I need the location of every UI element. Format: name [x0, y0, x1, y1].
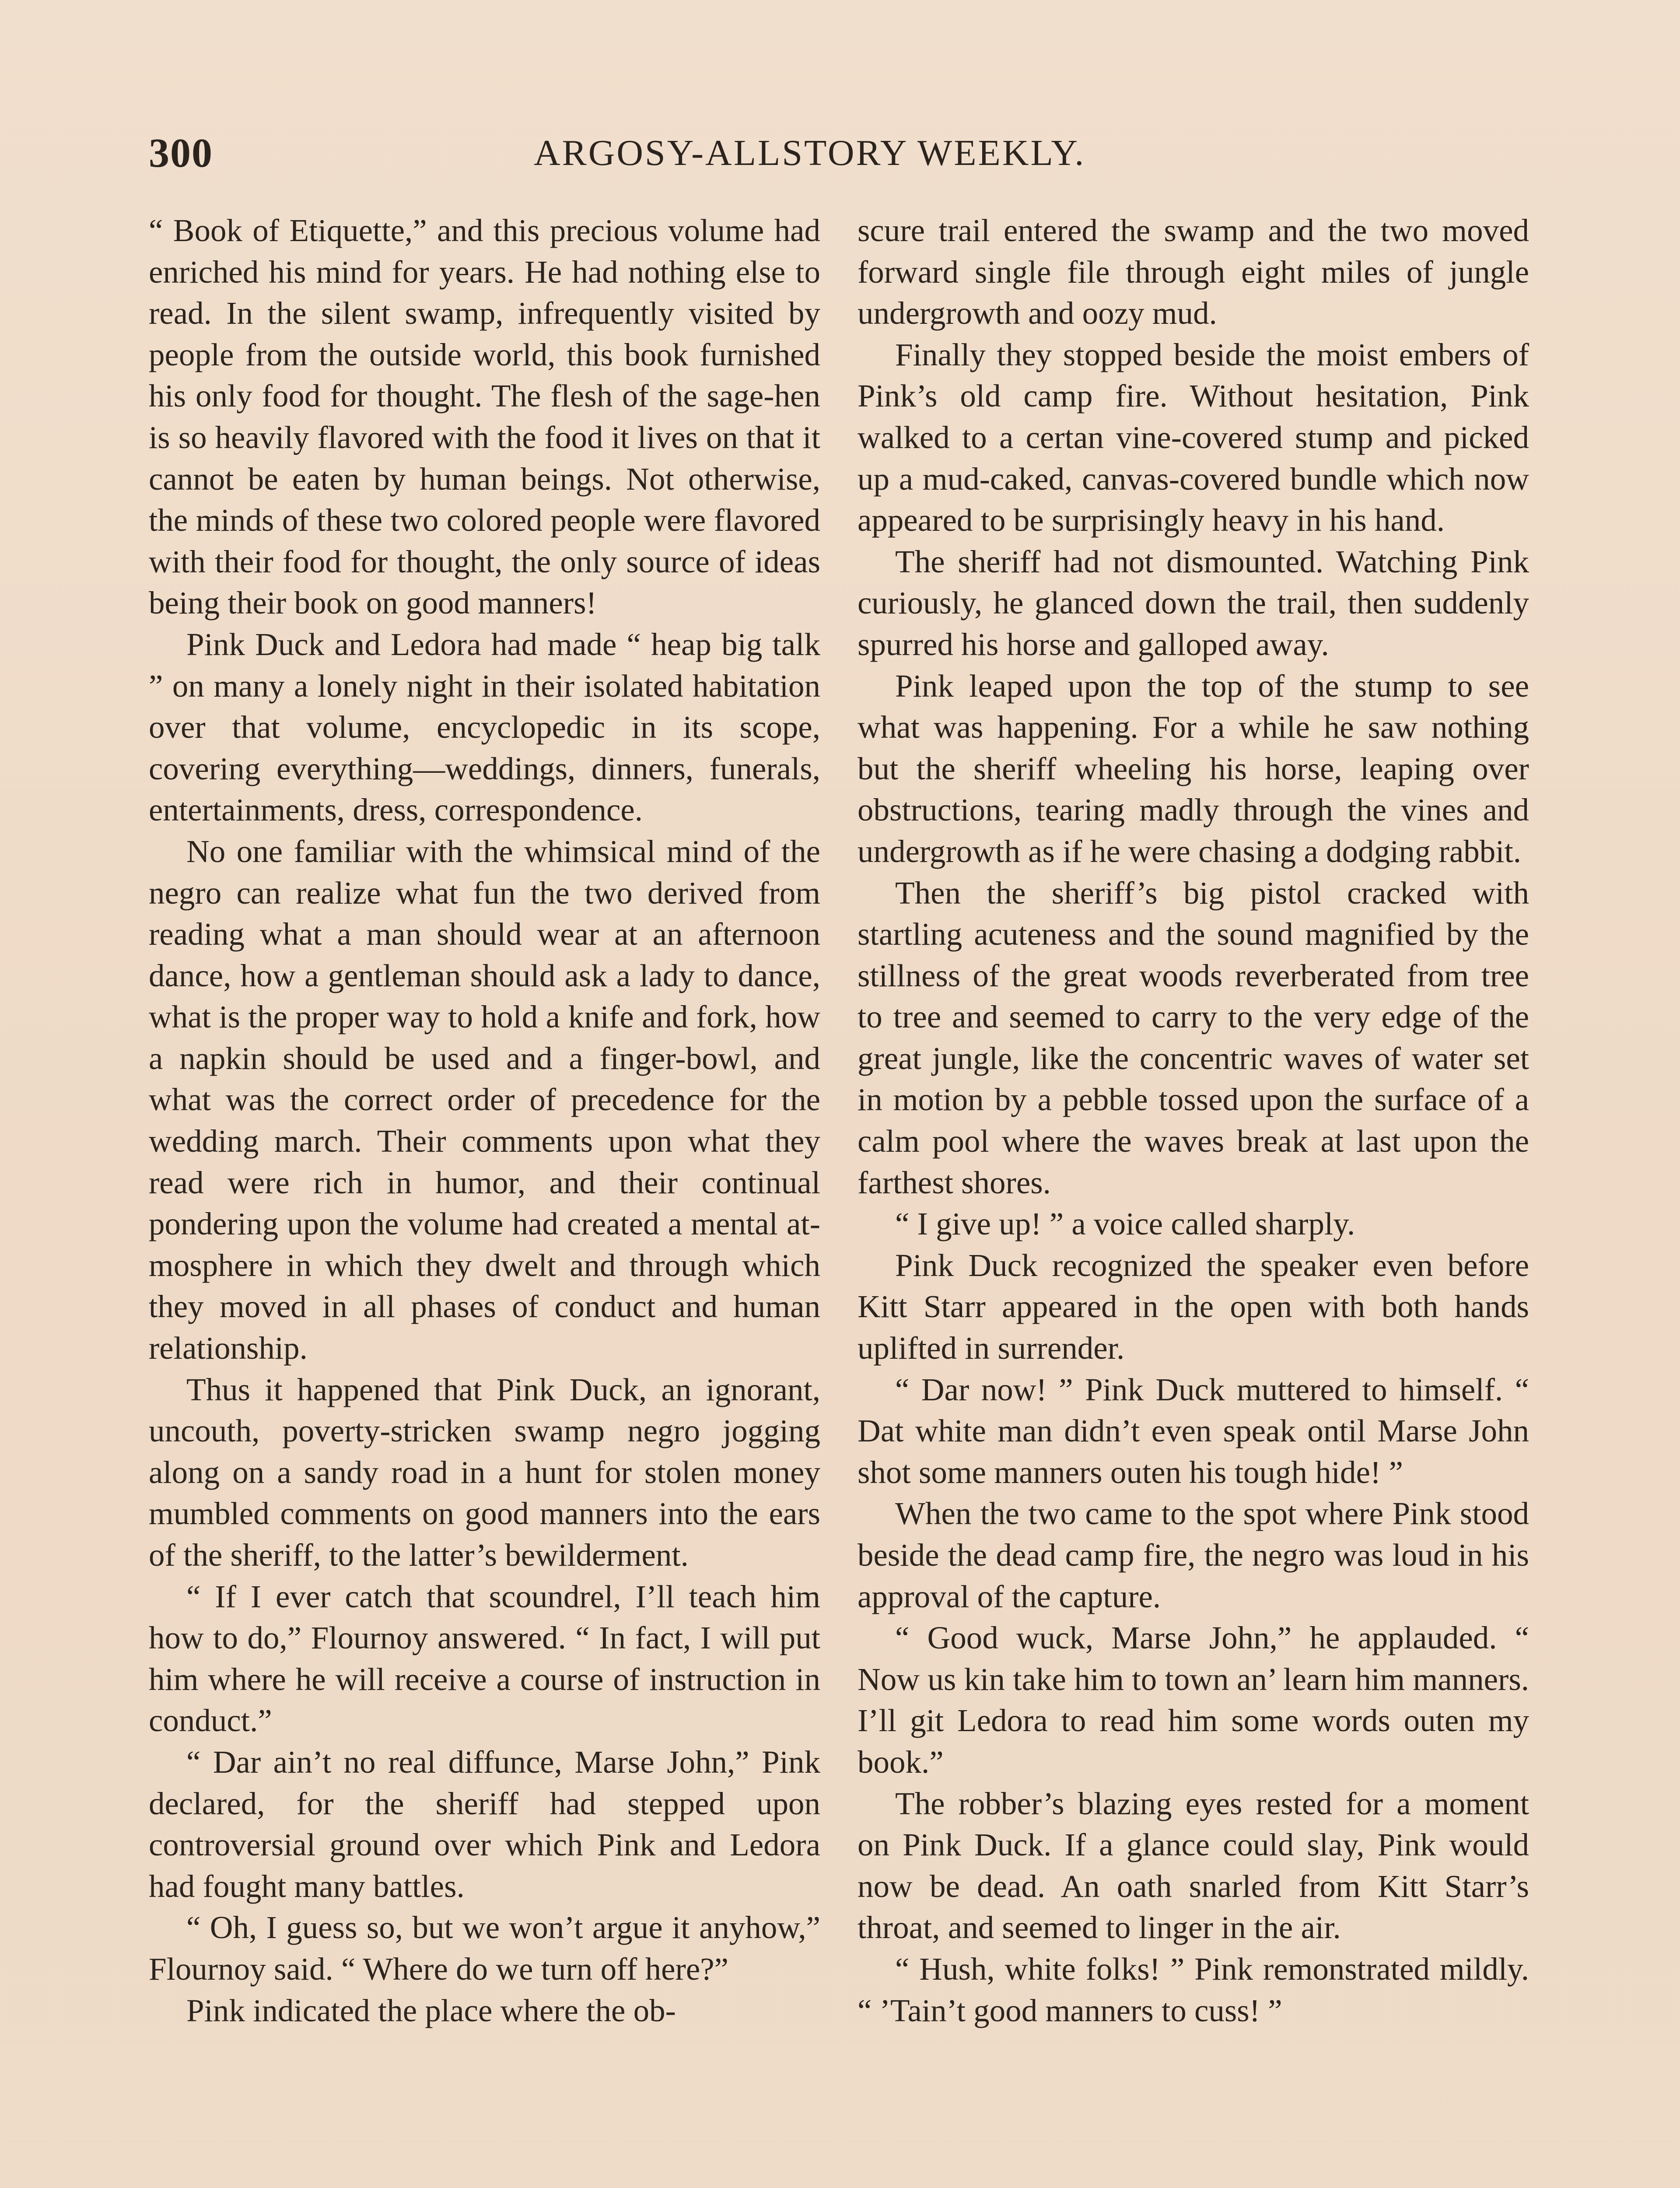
paragraph: The sheriff had not dismounted. Watching Pink curiously, he glanced down the trail, then suddenly spurred his horse and galloped away. [858, 543, 1529, 662]
right-column [858, 210, 1529, 2031]
page-number: 300 [149, 130, 213, 176]
paragraph: Pink Duck and Ledora had made “ heap big talk ” on many a lonely night in their isolated habitation over that volume, encyclopedic in its scope, covering everything—weddings, dinners, funerals, entertainments, dress, correspondence. [149, 626, 820, 828]
paragraph: No one familiar with the whimsical mind of the negro can realize what fun the two derived from reading what a man should wear at an afternoon dance, how a gentleman should ask a lady to dance, what is the proper way to hold a knife and fork, how a napkin should be used and a finger-bowl, and what was the correct order of precedence for the wedding march. Their comments upon what they read were rich in humor, and their continual pondering upon the volume had created a mental atmosphere in which they dwelt and through which they moved in all phases of conduct and human relationship. [149, 833, 820, 1366]
paragraph: “ Dar ain’t no real diffunce, Marse John,” Pink declared, for the sheriff had stepped upon controversial ground over which Pink and Ledora had fought many battles. [149, 1744, 820, 1904]
paragraph: “ I give up! ” a voice called sharply. [895, 1206, 1355, 1242]
running-head: ARGOSY-ALLSTORY WEEKLY. [534, 133, 1086, 173]
paragraph: “ If I ever catch that scoundrel, I’ll teach him how to do,” Flournoy answered. “ In fact, I will put him where he will receive a course of instruction in conduct.” [149, 1578, 820, 1739]
paragraph: When the two came to the spot where Pink stood beside the dead camp fire, the negro was loud in his approval of the capture. [858, 1496, 1529, 1614]
left-column [149, 210, 820, 2031]
paragraph: “ Hush, white folks! ” Pink remonstrated mildly. “ ’Tain’t good manners to cuss! ” [858, 1951, 1529, 2028]
paragraph: Finally they stopped beside the moist embers of Pink’s old camp fire. Without hesitation, Pink walked to a certan vine-covered stump and picked up a mud-caked, canvas-covered bundle which now appeared to be surprisingly heavy in his hand. [858, 337, 1529, 538]
paragraph: Pink indicated the place where the ob- [186, 1992, 676, 2028]
page-header [149, 127, 1533, 179]
paragraph: “ Good wuck, Marse John,” he applauded. “ Now us kin take him to town an’ learn him manners. I’ll git Ledora to read him some words outen my book.” [858, 1620, 1529, 1780]
paragraph: “ Dar now! ” Pink Duck muttered to himself. “ Dat white man didn’t even speak ontil Marse John shot some manners outen his tough hide! ” [858, 1371, 1529, 1490]
paragraph: “ Book of Etiquette,” and this precious volume had enriched his mind for years. He had nothing else to read. In the silent swamp, infrequently visited by people from the outside world, this book furnished his only food for thought. The flesh of the sage-hen is so heavily flavored with the food it lives on that it cannot be eaten by human beings. Not otherwise, the minds of these two colored people were flavored with their food for thought, the only source of ideas being their book on good manners! [149, 213, 820, 621]
paragraph: The robber’s blazing eyes rested for a moment on Pink Duck. If a glance could slay, Pink would now be dead. An oath snarled from Kitt Starr’s throat, and seemed to linger in the air. [858, 1785, 1529, 1946]
paragraph: Thus it happened that Pink Duck, an ignorant, uncouth, poverty-stricken swamp negro jogging along on a sandy road in a hunt for stolen money mumbled comments on good manners into the ears of the sheriff, to the latter’s bewilderment. [149, 1371, 820, 1573]
paragraph: Pink leaped upon the top of the stump to see what was happening. For a while he saw nothing but the sheriff wheeling his horse, leaping over obstructions, tearing madly through the vines and undergrowth as if he were chasing a dodging rabbit. [858, 668, 1529, 869]
paragraph: “ Oh, I guess so, but we won’t argue it anyhow,” Flournoy said. “ Where do we turn off here?” [149, 1910, 820, 1987]
paragraph: scure trail entered the swamp and the two moved forward single file through eight miles of jungle undergrowth and oozy mud. [858, 213, 1529, 331]
paragraph: Pink Duck recognized the speaker even before Kitt Starr appeared in the open with both hands uplifted in surrender. [858, 1247, 1529, 1366]
paragraph: Then the sheriff’s big pistol cracked with startling acuteness and the sound magnified by the stillness of the great woods reverberated from tree to tree and seemed to carry to the very edge of the great jungle, like the concentric waves of water set in motion by a pebble tossed upon the surface of a calm pool where the waves break at last upon the farthest shores. [858, 875, 1529, 1200]
